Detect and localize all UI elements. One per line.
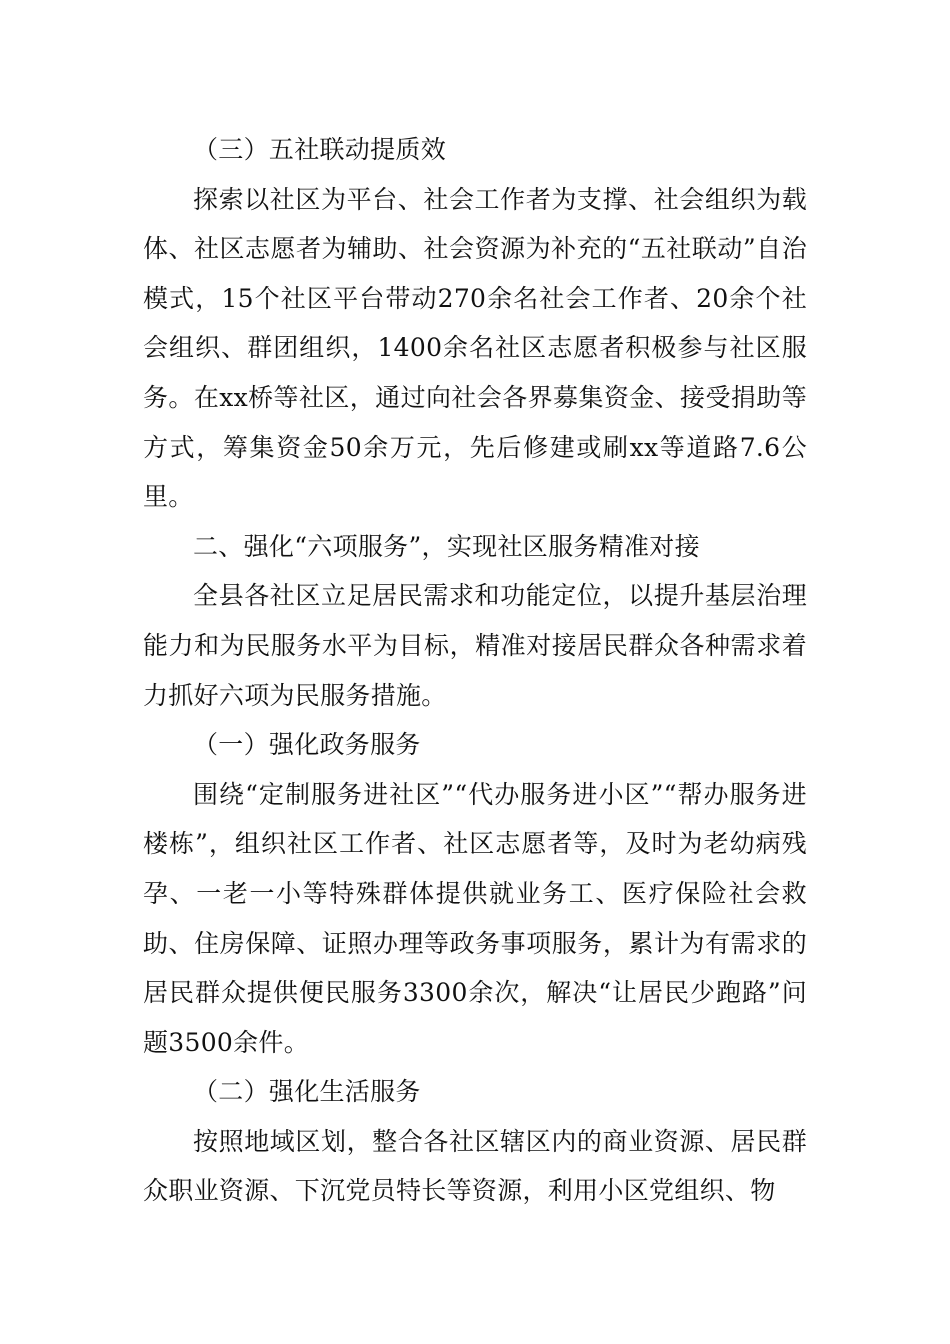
section-heading-life-services: （二）强化生活服务 bbox=[193, 1077, 421, 1107]
section-heading-five-society: （三）五社联动提质效 bbox=[193, 135, 447, 164]
section-heading-government-services: （一）强化政务服务 bbox=[193, 730, 421, 760]
paragraph-life-services: 按照地域区划，整合各社区辖区内的商业资源、居民群众职业资源、下沉党员特长等资源，利用小区党组织、物 bbox=[143, 1126, 807, 1206]
paragraph-six-services-intro: 全县各社区立足居民需求和功能定位，以提升基层治理能力和为民服务水平为目标，精准对接居民群众各种需求着力抓好六项为民服务措施。 bbox=[143, 581, 807, 710]
paragraph-government-services: 围绕“定制服务进社区”“代办服务进小区”“帮办服务进楼栋”，组织社区工作者、社区志愿者等，及时为老幼病残孕、一老一小等特殊群体提供就业务工、医疗保险社会救助、住房保障、证照办理等政务事项服务，累计为有需求的居民群众提供便民服务3300余次，解决“让居民少跑路”问题3500余件。 bbox=[143, 779, 807, 1057]
paragraph-five-society-linkage: 探索以社区为平台、社会工作者为支撑、社会组织为载体、社区志愿者为辅助、社会资源为补充的“五社联动”自治模式，15个社区平台带动270余名社会工作者、20余个社会组织、群团组织，1400余名社区志愿者积极参与社区服务。在xx桥等社区，通过向社会各界募集资金、接受捐助等方式，筹集资金50余万元，先后修建或刷xx等道路7.6公里。 bbox=[143, 184, 807, 512]
document-page bbox=[143, 125, 807, 1216]
section-heading-six-services: 二、强化“六项服务”，实现社区服务精准对接 bbox=[193, 531, 700, 561]
